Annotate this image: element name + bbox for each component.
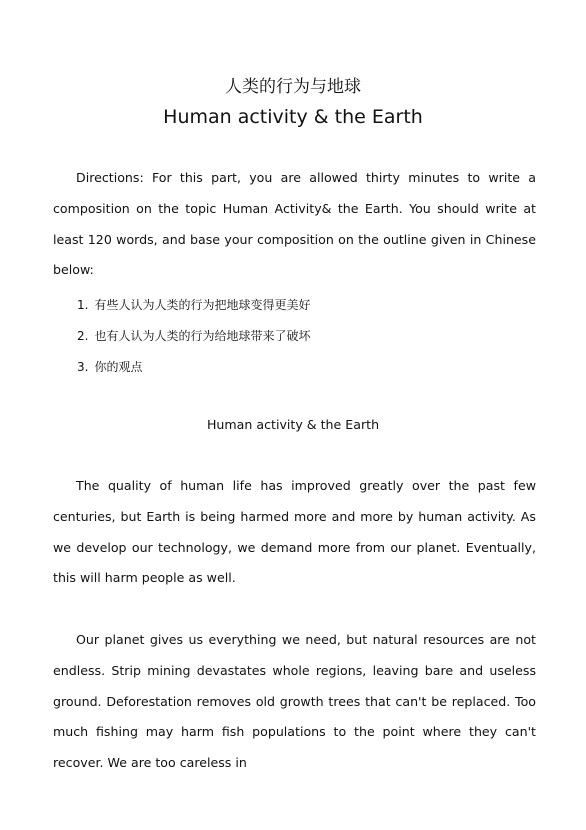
outline-item xyxy=(77,352,310,383)
essay-paragraph-1: The quality of human life has improved greatly over the past few centuries, but Earth is being harmed more and more by human activity. As we develop our technology, we demand more from our planet. Eventually, this will harm people as well. xyxy=(53,478,536,586)
outline-item-number: 3. xyxy=(77,360,89,374)
outline-item-text: 也有人认为人类的行为给地球带来了破坏 xyxy=(94,329,311,343)
outline-item-number: 1. xyxy=(77,298,89,312)
essay-paragraph-2: Our planet gives us everything we need, but natural resources are not endless. Strip mining devastates whole regions, leaving bare and useless ground. Deforestation removes old growth trees that can't be replaced. Too much fishing may harm fish populations to the point where they can't recover. We are too careless in xyxy=(53,632,536,771)
outline-item xyxy=(77,321,310,352)
outline-item xyxy=(77,290,310,321)
directions-paragraph: Directions: For this part, you are allowed thirty minutes to write a composition on the topic Human Activity& the Earth. You should write at least 120 words, and base your composition on the outline given in Chinese below: xyxy=(53,170,536,278)
outline-item-number: 2. xyxy=(77,329,89,343)
essay-title: Human activity & the Earth xyxy=(206,417,380,432)
outline-list xyxy=(77,290,310,383)
outline-item-text: 你的观点 xyxy=(94,360,143,374)
title-english: Human activity & the Earth xyxy=(163,106,423,128)
title-chinese: 人类的行为与地球 xyxy=(225,77,361,97)
outline-item-text: 有些人认为人类的行为把地球变得更美好 xyxy=(94,298,311,312)
